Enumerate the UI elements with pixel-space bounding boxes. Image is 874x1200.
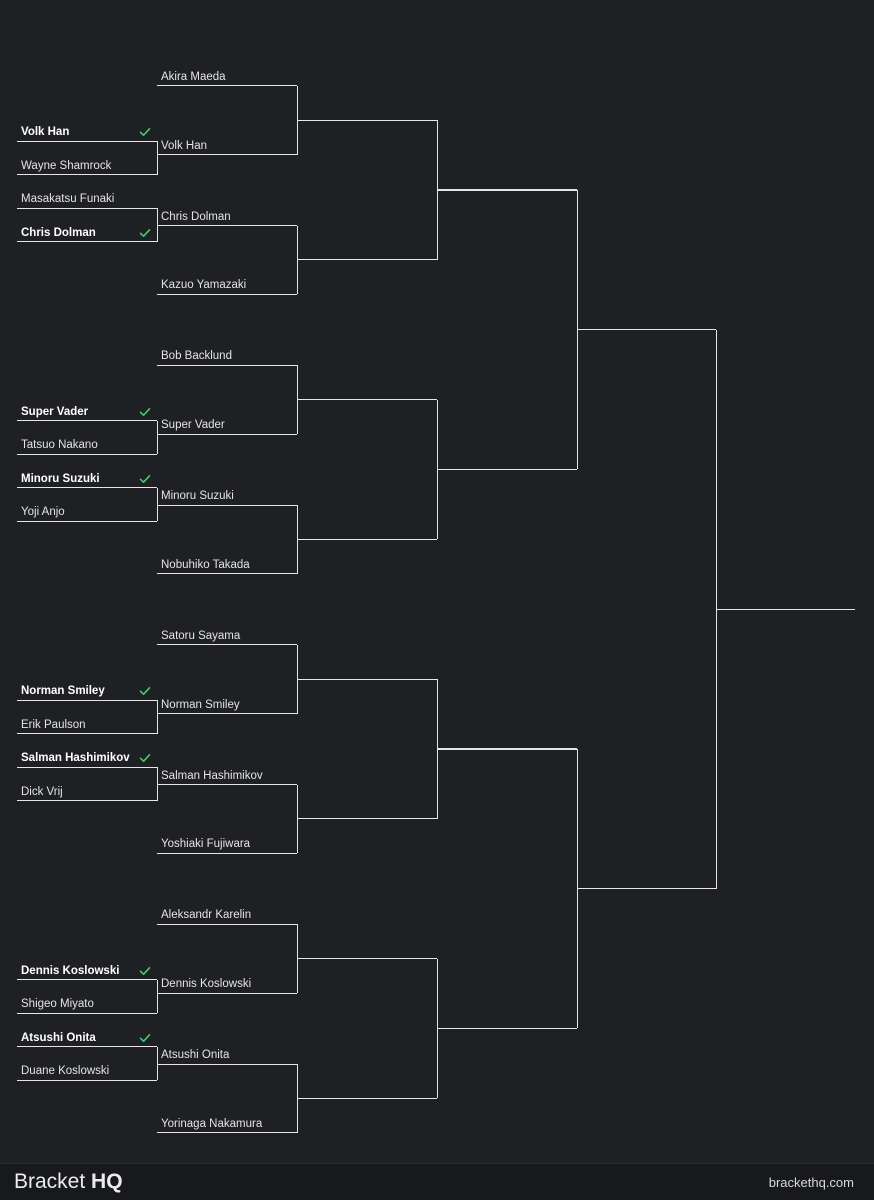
- round1-slot-line: [17, 700, 157, 701]
- round1-player[interactable]: Atsushi Onita: [21, 1031, 96, 1044]
- round1-connector: [157, 421, 158, 455]
- round2-slot-line: [157, 573, 297, 574]
- round4-slot-line: [437, 189, 577, 190]
- winner-check-icon: [139, 965, 151, 977]
- round2-slot-line: [157, 154, 297, 155]
- round1-player[interactable]: Duane Koslowski: [21, 1065, 110, 1077]
- round1-slot-line: [17, 241, 157, 242]
- round1-slot-line: [17, 174, 157, 175]
- round2-slot-line: [157, 644, 297, 645]
- round1-player[interactable]: Volk Han: [21, 126, 70, 138]
- round1-player[interactable]: Dick Vrij: [21, 785, 63, 798]
- round2-player[interactable]: Volk Han: [161, 139, 208, 152]
- winner-check-icon: [139, 227, 151, 239]
- round2-slot-line: [157, 294, 297, 295]
- round1-player[interactable]: Shigeo Miyato: [21, 998, 94, 1010]
- round2-slot-line: [157, 784, 297, 785]
- round4-slot-line: [437, 469, 577, 470]
- round2-player[interactable]: Yorinaga Nakamura: [161, 1117, 263, 1130]
- champion-slot-line: [716, 609, 855, 610]
- round1-connector: [157, 980, 158, 1014]
- round1-slot-line: [17, 1080, 157, 1081]
- round1-player[interactable]: Tatsuo Nakano: [21, 439, 98, 451]
- round1-player[interactable]: Norman Smiley: [21, 685, 105, 697]
- round1-player[interactable]: Chris Dolman: [21, 226, 96, 239]
- winner-check-icon: [139, 473, 151, 485]
- round2-slot-line: [157, 993, 297, 994]
- round1-slot-line: [17, 454, 157, 455]
- round1-player[interactable]: Dennis Koslowski: [21, 964, 120, 977]
- final-slot-line: [577, 329, 716, 330]
- winner-check-icon: [139, 406, 151, 418]
- round1-player[interactable]: Minoru Suzuki: [21, 472, 100, 485]
- brand-name-bold: HQ: [91, 1170, 123, 1193]
- round3-slot-line: [297, 679, 437, 680]
- round1-player[interactable]: Masakatsu Funaki: [21, 193, 115, 205]
- round2-player[interactable]: Norman Smiley: [161, 698, 240, 711]
- round3-slot-line: [297, 399, 437, 400]
- round2-slot-line: [157, 225, 297, 226]
- round2-player[interactable]: Nobuhiko Takada: [161, 558, 250, 571]
- round2-player[interactable]: Bob Backlund: [161, 350, 232, 362]
- round1-slot-line: [17, 800, 157, 801]
- round2-slot-line: [157, 713, 297, 714]
- round2-player[interactable]: Chris Dolman: [161, 210, 231, 223]
- round1-slot-line: [17, 420, 157, 421]
- winner-check-icon: [139, 1032, 151, 1044]
- winner-check-icon: [139, 685, 151, 697]
- final-slot-line: [577, 888, 716, 889]
- round1-connector: [157, 700, 158, 734]
- round2-player[interactable]: Kazuo Yamazaki: [161, 279, 247, 291]
- round1-slot-line: [17, 521, 157, 522]
- round1-slot-line: [17, 1013, 157, 1014]
- round2-player[interactable]: Yoshiaki Fujiwara: [161, 838, 251, 850]
- round3-slot-line: [297, 1098, 437, 1099]
- round2-player[interactable]: Minoru Suzuki: [161, 490, 234, 502]
- round1-connector: [157, 141, 158, 175]
- round1-player[interactable]: Salman Hashimikov: [21, 752, 130, 764]
- round3-slot-line: [297, 120, 437, 121]
- round2-player[interactable]: Satoru Sayama: [161, 629, 241, 642]
- round2-player[interactable]: Salman Hashimikov: [161, 769, 263, 782]
- round4-slot-line: [437, 1028, 577, 1029]
- footer: [0, 1163, 874, 1200]
- winner-check-icon: [139, 752, 151, 764]
- round1-player[interactable]: Super Vader: [21, 405, 89, 418]
- round4-slot-line: [437, 748, 577, 749]
- round2-slot-line: [157, 1064, 297, 1065]
- round2-slot-line: [157, 434, 297, 435]
- round3-slot-line: [297, 539, 437, 540]
- round1-slot-line: [17, 1046, 157, 1047]
- round2-player[interactable]: Atsushi Onita: [161, 1049, 230, 1061]
- winner-check-icon: [139, 126, 151, 138]
- round3-slot-line: [297, 818, 437, 819]
- round2-player[interactable]: Dennis Koslowski: [161, 978, 252, 990]
- site-link[interactable]: brackethq.com: [768, 1175, 854, 1190]
- round2-slot-line: [157, 924, 297, 925]
- round2-slot-line: [157, 1132, 297, 1133]
- round2-player[interactable]: Aleksandr Karelin: [161, 909, 252, 921]
- brand-name-light: Bracket: [14, 1170, 86, 1193]
- round1-slot-line: [17, 141, 157, 142]
- round1-slot-line: [17, 208, 157, 209]
- round1-slot-line: [17, 767, 157, 768]
- round1-player[interactable]: Yoji Anjo: [21, 506, 65, 518]
- round2-slot-line: [157, 365, 297, 366]
- round1-slot-line: [17, 487, 157, 488]
- brand-logo[interactable]: [14, 1170, 123, 1194]
- round1-player[interactable]: Wayne Shamrock: [21, 159, 112, 172]
- round1-player[interactable]: Erik Paulson: [21, 718, 86, 731]
- round2-player[interactable]: Super Vader: [161, 419, 225, 431]
- round3-slot-line: [297, 259, 437, 260]
- round2-slot-line: [157, 85, 297, 86]
- round2-slot-line: [157, 853, 297, 854]
- round2-slot-line: [157, 505, 297, 506]
- round3-slot-line: [297, 958, 437, 959]
- round1-slot-line: [17, 733, 157, 734]
- round1-slot-line: [17, 979, 157, 980]
- round2-player[interactable]: Akira Maeda: [161, 70, 226, 83]
